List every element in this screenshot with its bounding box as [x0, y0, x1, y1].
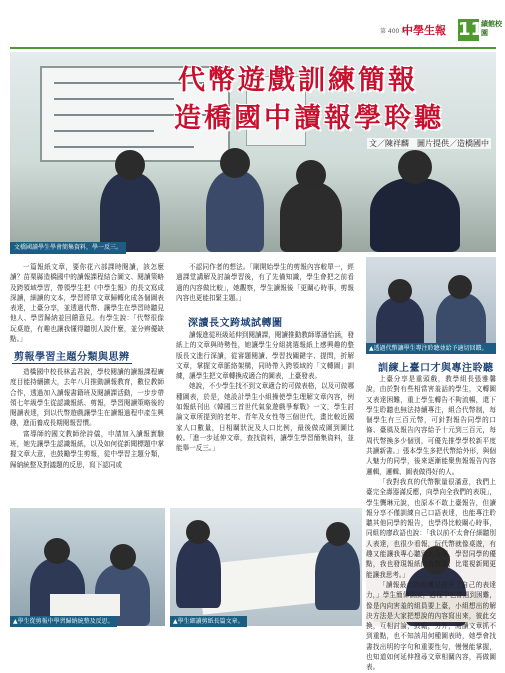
- title-line-1: 代幣遊戲訓練簡報: [178, 65, 418, 96]
- bottom-left-caption: ▲學生從剪報中學習歸納統整及反思。: [10, 616, 117, 627]
- column-2-body: [176, 330, 354, 454]
- body-paragraph: 造橋國中校長林孟君說，學校閱讀的讀報課程廣度目能持續擴大，去年八月推動讀報教育，數位教師合作，透過加入讀報書籍班及閱讀課活動，一步步帶領七年級學生從認識報紙、剪報，學習閱讀策略後的閱讀表達，到以代幣遊戲讓學生在讀報過程中產生興趣，進而養成長期閱報習慣。: [10, 368, 164, 428]
- header-divider: [10, 47, 496, 49]
- bottom-middle-caption: ▲學生細讀剪紙長篇文章。: [170, 616, 247, 627]
- body-paragraph: 「讀報最大的收穫是提升了自己的表達力，」學生簡偉儒說，過程中也曾遇到困難，像是內向害羞的組員要上臺，小組想出的解決方法是大家把想說的內容寫出來，彼此交換，互相討論，鼓勵，另外，閱讀文章抓不到重點，也不知該用何種圖表時，她學會找書找出明的字句和重要性句，慢慢能掌握，也知道如何延伸搜尋文章相關內容，再做圖表。: [366, 580, 496, 672]
- heading-underline: [12, 363, 132, 364]
- title-line-2: 造橋國中讀報學聆聽: [174, 103, 444, 134]
- column-3-body: [366, 374, 496, 672]
- page-header: [0, 0, 505, 48]
- column-1-intro: [10, 262, 164, 344]
- body-paragraph: 富導師的國文教師徐詩儀，申請加入讀報實驗班，她先讓學生認識報紙，以及如何從新聞標題中掌握文章大意，也鼓勵學生剪報，從中學習主題分類，歸納統整及對議題的反思，寫下認同或: [10, 429, 164, 469]
- article-title: [174, 58, 494, 138]
- column-1-body: [10, 367, 164, 470]
- column-2-top: [176, 262, 354, 303]
- body-paragraph: 讀報進從班級延伸到閱讀課，閱讀推動教師導潘怡涵，發紙上的文章與時勢性，她讓學生分組挑選報紙上感興趣的整版長文進行深讀，從審題閱讀、學習找關鍵字、提問，折解文章，掌握文章脈絡架構，同時帶入跨領域的「文轉圖」訓練，讓學生把文章轉換成適合的圖表，上臺發表。: [176, 331, 354, 381]
- page-number: 11: [458, 19, 484, 40]
- heading-speaking-listening: 訓練上臺口才與專注聆聽: [378, 363, 494, 374]
- right-photo: [366, 257, 496, 352]
- main-photo-caption: 文橋國讀學生學會簡集資料，學一反三。: [10, 242, 126, 254]
- body-paragraph: 她說，不少學生找不到文章適合的可做表格，以及可做哪種圖表，於是，她設計學生小組操使學生理解文章內容，例如報紙刊出《韓國三首世代氣象遊戲爭奪戰》一文，學生討論文章所提到的老年、青年及女性等三個世代，畫比較近國家人口數量，日相關狀況及人口比例，最後做成圖到圖比較。「進一步延伸文章，查找資料，讓學生學習簡集資料，並能舉一反三。」: [176, 382, 354, 453]
- issue-number: 第 400 期: [380, 28, 408, 35]
- heading-clipping-study: 剪報學習主題分類與思辨: [14, 352, 130, 363]
- bottom-middle-photo: [170, 508, 362, 626]
- bottom-left-photo: [10, 508, 165, 626]
- intro-paragraph: 一篇報紙文章，要你花六部課時閱讀，該怎麼讀？苗栗縣造橋國中的讀報課程結合圖文、閱讀策略及跨領域學習，帶領學生把《中學生報》的長文寫成深讀，細讀的文本，學習將單文章歸轉化成各個圖表表達，上臺分享，並透過代幣、讓學生在學習時聽見他人、學習歸納並回饋意見。有學生說：「代幣很像玩桌遊，有趣也讓我懂得聽別人說什麼，並分辨優缺點。」: [10, 263, 164, 344]
- byline: 文／陳祥麟 圖片提供／造橋國中: [369, 139, 489, 148]
- body-paragraph: 不認同作者的想法。「剛開始學生的剪報內容較單一，經過課堂講解及討論學習後，有了先備知識，學生會把之前看過的內容做比較」，她觀察，學生讀報後「更關心時事，剪報內容也更能扣緊主題。」: [176, 263, 354, 302]
- heading-long-text: 深讀長文跨域試轉圖: [188, 318, 283, 329]
- right-photo-caption: ▲透過代幣讓學生專注聆聽並給予適切回饋。: [366, 343, 496, 354]
- newspaper-brand: 中學生報: [402, 24, 446, 37]
- section-label: 績館校園: [481, 20, 502, 37]
- body-paragraph: 「我對我真的代幣獸量很滿意，我們上臺完全壽器滿反應，向學向全我們的表現」，學生龔琳元說，也原本不敢上臺報告，但讀報分享不僅訓練自己口語表達，也能專注聆聽其他同學的報告，也學得比較關心時事，同組的廖政語也說：「我以前不太會仔細聽別人表達，也很少看報，玩代幣就像桌遊，有趣又能讓我專心聽別人分享，學習同學的優點，我也發現報紙內容豐富，比電視新聞更能讓我思考。」: [366, 477, 496, 579]
- body-paragraph: 上臺分享是重頭戲，教學組長張雅馨說，由於對有些相當害羞話的學生，文轉圖又表達困難，重上學生轉告不夠流暢，還下學生聆聽也無法持續專注，組合代幣制，每個學生有三百元幣，可針對報告同學的口條、臺風及報告內容給予十元到三百元，每周代幣換多少個別，可優先推學學校新平度共讀新書。」張本學生多把代幣給外形，與個人魅力的同學，後來逐漸能聚焦報報告內容邏輯，邏輯、圖表做得好的人。: [366, 375, 496, 476]
